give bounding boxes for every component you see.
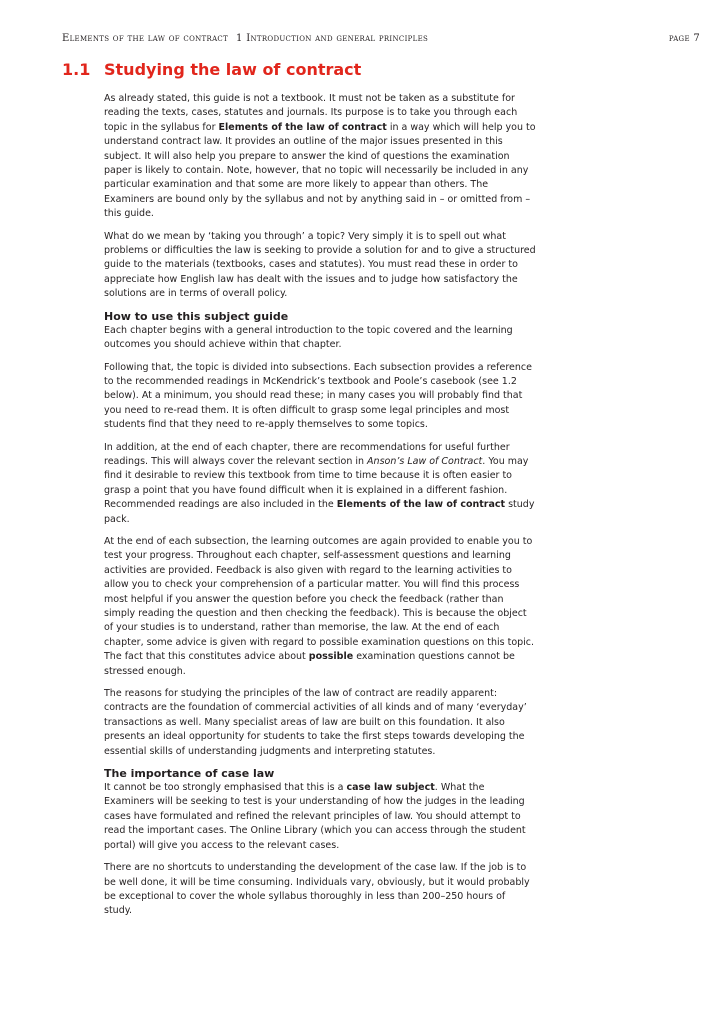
emphasis-bold: Elements of the law of contract — [218, 121, 387, 133]
text-run: It cannot be too strongly emphasised that this is a — [104, 782, 347, 794]
emphasis-bold: case law subject — [346, 782, 435, 794]
section-title: Studying the law of contract — [104, 60, 362, 79]
paragraph: Each chapter begins with a general introduction to the topic covered and the learning outcomes you should achieve within that chapter. — [104, 324, 513, 351]
text-run: . You may find it desirable to review this textbook from time to time because it is often easier to grasp a point that you have found difficult when it is explained in a different fashion. Recommended readings are also included in the — [104, 455, 529, 511]
emphasis-bold: possible — [308, 651, 354, 663]
emphasis-italic: Anson’s Law of Contract — [367, 455, 483, 467]
section-number: 1.1 — [62, 60, 91, 79]
subheading-how-to-use: How to use this subject guide — [104, 309, 289, 323]
section-body — [104, 92, 536, 927]
text-run: In addition, at the end of each chapter, there are recommendations for useful further readings. This will always cover the relevant section in — [104, 441, 510, 467]
page-number: page 7 — [668, 33, 700, 44]
subheading-case-law: The importance of case law — [104, 767, 275, 781]
running-header — [62, 33, 700, 47]
paragraph: What do we mean by ‘taking you through’ a topic? Very simply it is to spell out what problems or difficulties the law is seeking to provide a solution for and to give a structured guide to the materials (textbooks, cases and statutes). You must read these in order to appreciate how English law has dealt with the issues and to judge how satisfactory the solutions are in terms of overall policy. — [104, 230, 536, 300]
paragraph — [104, 781, 536, 853]
emphasis-bold: Elements of the law of contract — [336, 499, 506, 511]
paragraph — [104, 535, 536, 679]
paragraph: There are no shortcuts to understanding the development of the case law. If the job is to be well done, it will be time consuming. Individuals vary, obviously, but it would probably be exceptional to cover the whole syllabus thoroughly in less than 200–250 hours of study. — [104, 862, 530, 917]
text-run: in a way which will help you to understand contract law. It provides an outline of the major issues presented in this subject. It will also help you prepare to answer the kind of questions the examination paper is likely to contain. Note, however, that no topic will necessarily be included in any particular examination and that some are more likely to appear than others. The Examiners are bound only by the syllabus and not by anything said in – or omitted from – this guide. — [104, 121, 536, 220]
text-run: At the end of each subsection, the learning outcomes are again provided to enable you to test your progress. Throughout each chapter, self-assessment questions and learning activities are provided. Feedback is also given with regard to the learning activities to allow you to check your comprehension of a particular matter. You will find this process most helpful if you answer the question before you check the feedback (rather than simply reading the question and then checking the feedback). This is because the object of your studies is to understand, rather than memorise, the law. At the end of each chapter, some advice is given with regard to possible examination questions on this topic. The fact that this constitutes advice about — [104, 535, 535, 663]
paragraph: The reasons for studying the principles of the law of contract are readily apparent: contracts are the foundation of commercial activities of all kinds and of many ‘everyday’ transactions as well. Many specialist areas of law are built on this foundation. It also presents an ideal opportunity for students to take the first steps towards developing the essential skills of understanding judgments and interpreting statutes. — [104, 688, 527, 757]
paragraph — [104, 441, 536, 527]
text-run: As already stated, this guide is not a textbook. It must not be taken as a substitute for reading the texts, cases, statutes and journals. Its purpose is to take you through each topic in the syllabus for — [104, 93, 518, 133]
running-header-left — [62, 33, 428, 44]
text-run: . What the Examiners will be seeking to test is your understanding of how the judges in the leading cases have formulated and refined the relevant principles of law. You should attempt to read the important cases. The Online Library (which you can access through the student portal) will give you access to the relevant cases. — [104, 782, 526, 851]
text-run: examination questions cannot be stressed enough. — [104, 651, 515, 677]
chapter-title: 1 Introduction and general principles — [236, 33, 429, 44]
book-title: Elements of the law of contract — [62, 33, 229, 44]
paragraph — [104, 92, 536, 222]
paragraph: Following that, the topic is divided into subsections. Each subsection provides a reference to the recommended readings in McKendrick’s textbook and Poole’s casebook (see 1.2 below). At a minimum, you should read these; in many cases you will probably find that you need to re-read them. It is often difficult to grasp some legal principles and most students find that they need to re-apply themselves to some topics. — [104, 361, 532, 431]
text-run: study pack. — [104, 499, 535, 525]
